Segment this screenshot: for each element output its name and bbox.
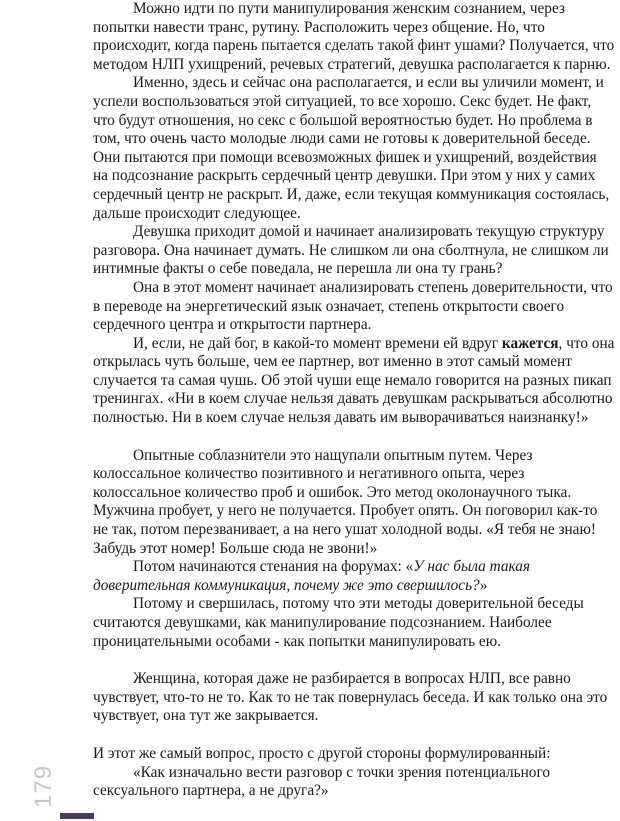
paragraph-gap: [93, 726, 615, 745]
paragraph-gap: [93, 651, 615, 670]
paragraph-1: Можно идти по пути манипулирования женским сознанием, через попытки навести транс, рутину. Расположить через общение. Но, что происходит, когда парень пытается сделать такой финт ушами? Получается, что методом НЛП ухищрений, речевых стратегий, девушка располагается к парню.: [93, 0, 615, 73]
paragraph-gap: [93, 428, 615, 447]
document-body: [93, 0, 615, 801]
paragraph-2: Именно, здесь и сейчас она располагается, и если вы уличили момент, и успели воспользоваться этой ситуацией, то все хорошо. Секс будет. Не факт, что будут отношения, но секс с большой вероятностью будет. Но проблема в том, что очень часто молодые люди сами не готовы к доверительной беседе. Они пытаются при помощи всевозможных фишек и ухищрений, воздействия на подсознание раскрыть сердечный центр девушки. При этом у них у самих сердечный центр не раскрыт. И, даже, если текущая коммуникация состоялась, дальше происходит следующее.: [93, 74, 610, 222]
paragraph-5-end: , что она открылась чуть больше, чем ее партнер, вот именно в этот самый момент случается та самая чушь. Об этой чуши еще немало говорится на разных пикап тренингах. «Ни в коем случае нельзя давать девушкам раскрываться абсолютно полностью. Ни в коем случае нельзя давать им выворачиваться наизнанку!»: [93, 334, 615, 427]
paragraph-10: И этот же самый вопрос, просто с другой стороны формулированный:: [93, 744, 551, 762]
paragraph-5: [93, 335, 615, 428]
paragraph-6: Опытные соблазнители это нащупали опытным путем. Через колоссальное количество позитивного и негативного опыта, через колоссальное количество проб и ошибок. Это метод околонаучного тыка. Мужчина пробует, у него не получается. Пробует опять. Он поговорил как-то не так, потом перезванивает, а на него ушат холодной воды. «Я тебя не знаю! Забудь этот номер! Больше сюда не звони!»: [93, 446, 598, 557]
emphasis-italic: У нас была такая доверительная коммуникация, почему же это свершилось?: [93, 558, 531, 594]
paragraph-8: Потому и свершилась, потому что эти методы доверительной беседы считаются девушками, как манипулирование подсознанием. Наиболее проницательными особами - как попытки манипулировать ею.: [93, 595, 584, 650]
page-number: 179: [30, 764, 57, 808]
paragraph-4: Она в этот момент начинает анализировать степень доверительности, что в переводе на энергетический язык означает, степень открытости своего сердечного центра и открытости партнера.: [93, 278, 613, 334]
paragraph-7-end: »: [479, 576, 488, 594]
paragraph-9: Женщина, которая даже не разбирается в вопросах НЛП, все равно чувствует, что-то не то. Как то не так повернулась беседа. И как только она это чувствует, она тут же закрывается.: [93, 670, 608, 725]
paragraph-7: [93, 558, 615, 595]
paragraph-3: Девушка приходит домой и начинает анализировать текущую структуру разговора. Она начинает думать. Не слишком ли она сболтнула, не слишком ли интимные факты о себе поведала, не перешла ли она ту грань?: [93, 223, 609, 278]
paragraph-5-start: И, если, не дай бог, в какой-то момент времени ей вдруг: [133, 334, 502, 352]
paragraph-11: «Как изначально вести разговор с точки зрения потенциального сексуального партнера, а не друга?»: [93, 763, 550, 800]
page-footer-bar: [60, 813, 94, 819]
emphasis-bold: кажется: [501, 334, 559, 352]
paragraph-7-start: Потом начинаются стенания на форумах: «: [133, 558, 414, 576]
